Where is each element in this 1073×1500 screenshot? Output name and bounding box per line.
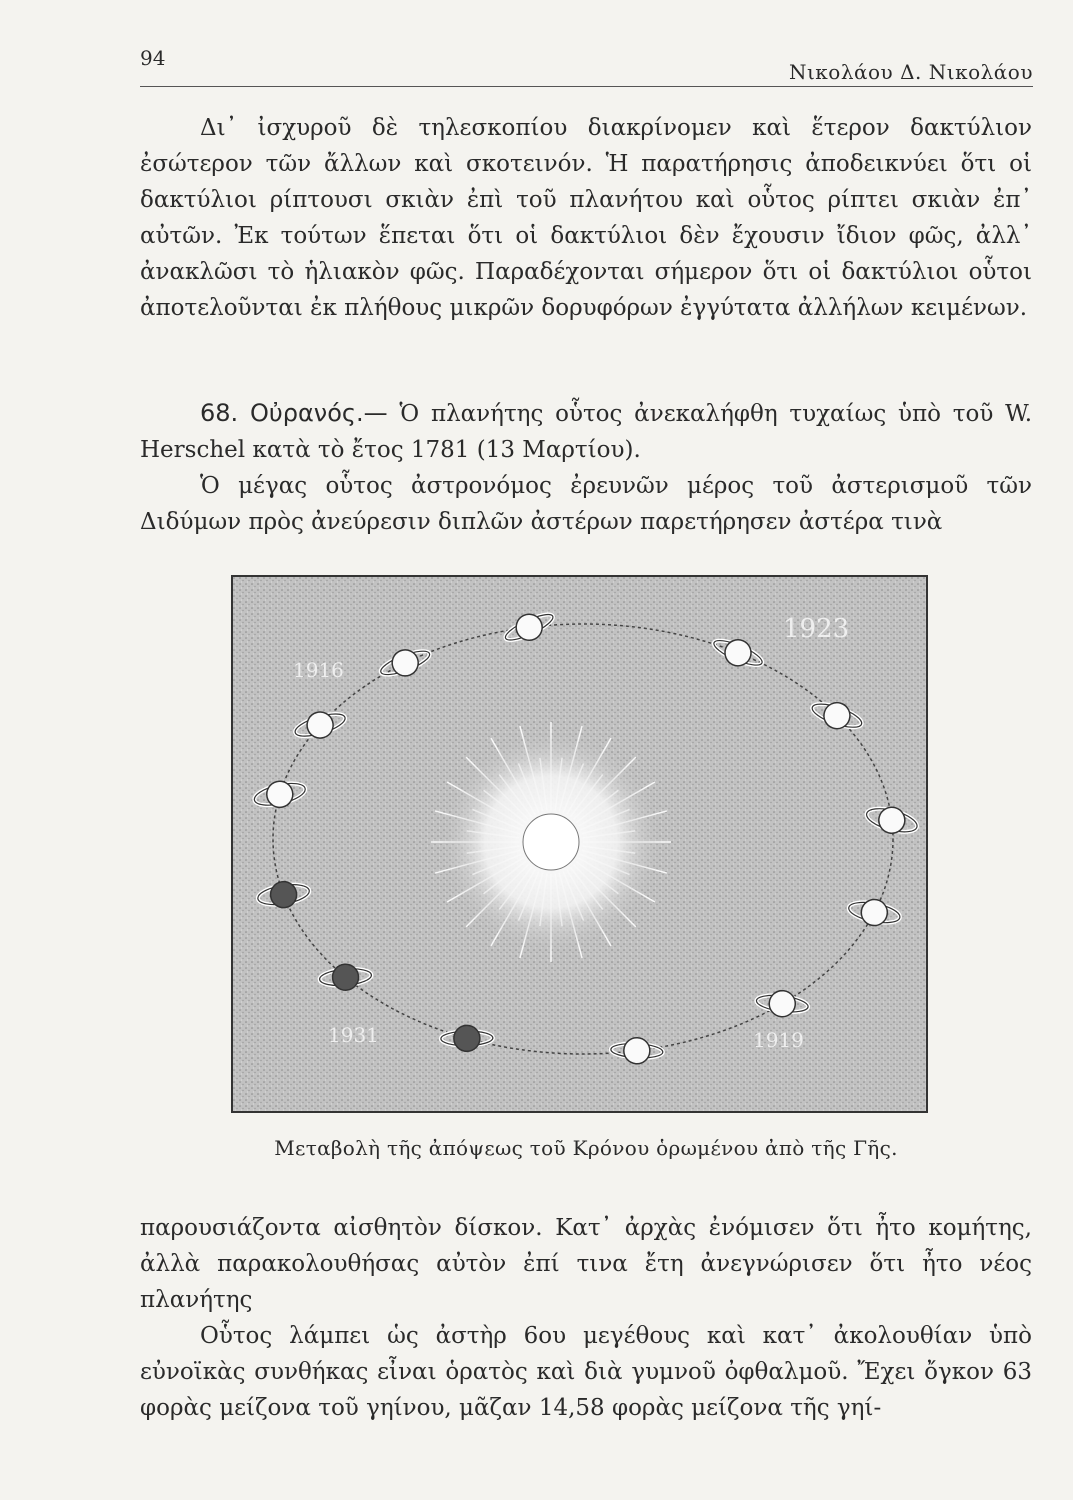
- section-paragraph: [140, 395, 1032, 468]
- page-header: [140, 40, 1033, 87]
- section-title: Οὐρανός.—: [249, 399, 388, 427]
- year-label: 1919: [753, 1028, 804, 1052]
- year-label: 1931: [328, 1023, 379, 1047]
- year-label: 1916: [293, 658, 344, 682]
- body-text-bottom: [140, 1210, 1032, 1426]
- section-text: Ὁ πλανήτης οὗτος ἀνεκαλήφθη τυχαίως ὑπὸ τοῦ W. Herschel κατὰ τὸ ἔτος 1781 (13 Μαρτίου).: [140, 401, 1033, 463]
- paragraph: Ὁ μέγας οὗτος ἀστρονόμος ἐρευνῶν μέρος τοῦ ἀστερισμοῦ τῶν Διδύμων πρὸς ἀνεύρεσιν διπλῶν ἀστέρων παρετήρησεν ἀστέρα τινὰ: [140, 473, 1032, 535]
- saturn-orbit-figure: [231, 575, 928, 1113]
- figure-caption: Μεταβολὴ τῆς ἀπόψεως τοῦ Κρόνου ὁρωμένου ἀπὸ τῆς Γῆς.: [274, 1136, 898, 1160]
- section-number: 68.: [200, 399, 239, 427]
- running-head: Νικολάου Δ. Νικολάου: [788, 60, 1033, 84]
- year-label: 1923: [783, 614, 850, 644]
- body-text-top: [140, 110, 1032, 326]
- paragraph: Δι᾽ ἰσχυροῦ δὲ τηλεσκοπίου διακρίνομεν καὶ ἕτερον δακτύλιον ἐσώτερον τῶν ἄλλων καὶ σκοτεινόν. Ἡ παρατήρησις ἀποδεικνύει ὅτι οἱ δακτύλιοι ρίπτουσι σκιὰν ἐπὶ τοῦ πλανήτου καὶ οὗτος ρίπτει σκιὰν ἐπ᾽ αὐτῶν. Ἐκ τούτων ἕπεται ὅτι οἱ δακτύλιοι δὲν ἔχουσιν ἴδιον φῶς, ἀλλ᾽ ἀνακλῶσι τὸ ἡλιακὸν φῶς. Παραδέχονται σήμερον ὅτι οἱ δακτύλιοι οὗτοι ἀποτελοῦνται ἐκ πλήθους μικρῶν δορυφόρων ἐγγύτατα ἀλλήλων κειμένων.: [140, 115, 1032, 321]
- paragraph: Οὗτος λάμπει ὡς ἀστὴρ 6ου μεγέθους καὶ κατ᾽ ἀκολουθίαν ὑπὸ εὐνοϊκὰς συνθήκας εἶναι ὁρατὸς καὶ διὰ γυμνοῦ ὀφθαλμοῦ. Ἔχει ὄγκον 63 φορὰς μείζονα τοῦ γηίνου, μᾶζαν 14,58 φορὰς μείζονα τῆς γηί-: [140, 1323, 1032, 1421]
- paragraph: παρουσιάζοντα αἰσθητὸν δίσκον. Κατ᾽ ἀρχὰς ἐνόμισεν ὅτι ἦτο κομήτης, ἀλλὰ παρακολουθήσας αὐτὸν ἐπί τινα ἔτη ἀνεγνώρισεν ὅτι ἦτο νέος πλανήτης: [140, 1215, 1032, 1313]
- page-number: 94: [140, 46, 166, 70]
- section-68: [140, 395, 1032, 540]
- sun: [523, 814, 579, 870]
- saturn-orbit-illustration: [233, 577, 926, 1111]
